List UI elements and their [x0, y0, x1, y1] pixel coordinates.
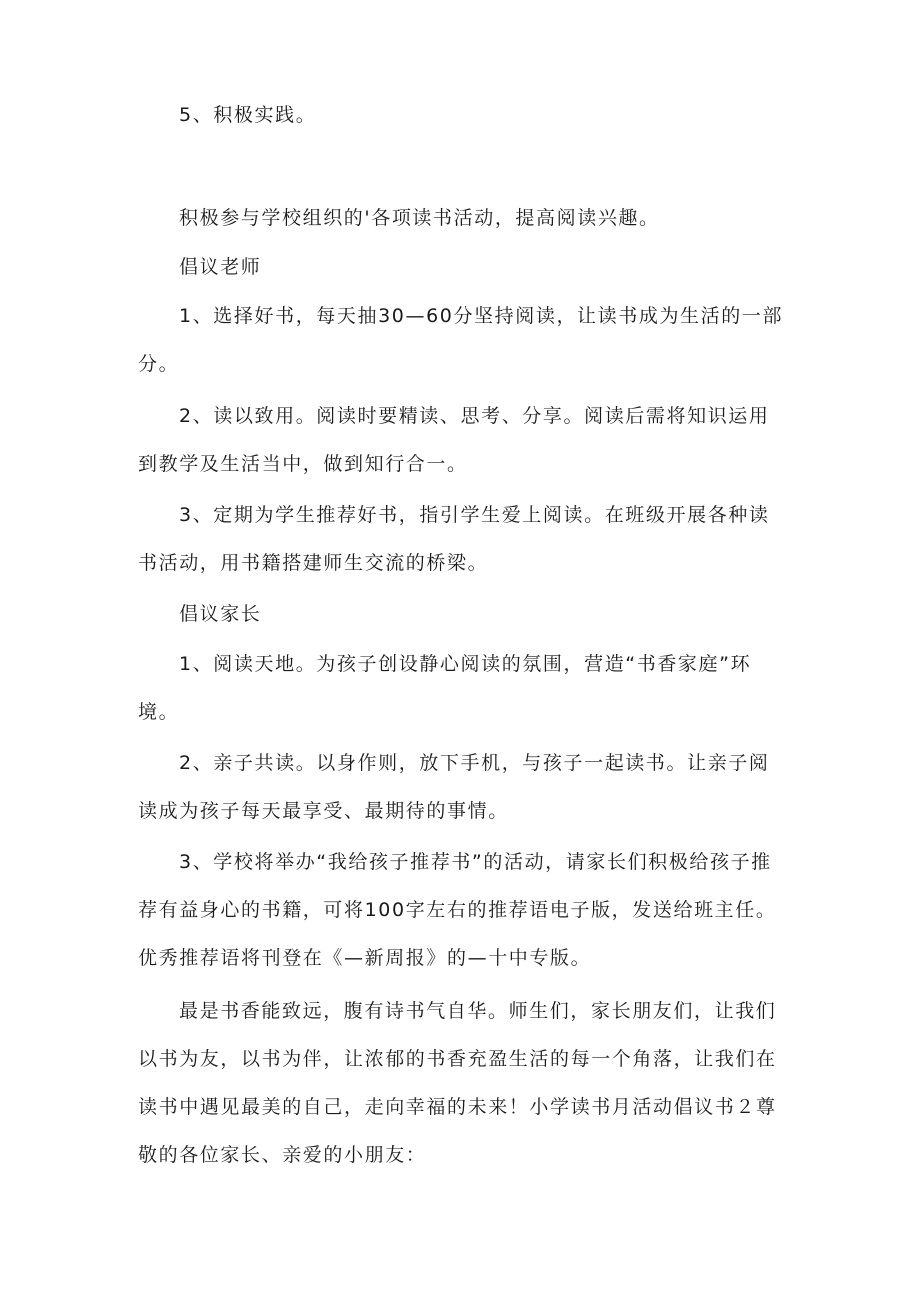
- heading-teacher-proposal: 倡议老师: [179, 256, 262, 278]
- paragraph-participate: 积极参与学校组织的'各项读书活动，提高阅读兴趣。: [179, 207, 660, 229]
- heading-parent-proposal: 倡议家长: [179, 603, 262, 625]
- paragraph-teacher-item-2: 2、读以致用。阅读时要精读、思考、分享。阅读后需将知识运用到教学及生活当中，做到知行合一。: [138, 405, 770, 475]
- paragraph-practice: 5、积极实践。: [179, 104, 317, 126]
- paragraph-teacher-item-3: 3、定期为学生推荐好书，指引学生爱上阅读。在班级开展各种读书活动，用书籍搭建师生交流的桥梁。: [138, 504, 770, 574]
- paragraph-parent-item-2: 2、亲子共读。以身作则，放下手机，与孩子一起读书。让亲子阅读成为孩子每天最享受、最期待的事情。: [138, 752, 770, 822]
- paragraph-parent-item-1: 1、阅读天地。为孩子创设静心阅读的氛围，营造“书香家庭”环境。: [138, 653, 752, 723]
- paragraph-parent-item-3: 3、学校将举办“我给孩子推荐书”的活动，请家长们积极给孩子推荐有益身心的书籍，可将100字左右的推荐语电子版，发送给班主任。优秀推荐语将刊登在《—新周报》的—十中专版。: [138, 851, 777, 969]
- paragraph-closing: 最是书香能致远，腹有诗书气自华。师生们，家长朋友们，让我们以书为友，以书为伴，让浓郁的书香充盈生活的每一个角落，让我们在读书中遇见最美的自己，走向幸福的未来！小学读书月活动倡议书２尊敬的各位家长、亲爱的小朋友：: [138, 1000, 777, 1166]
- paragraph-teacher-item-1: 1、选择好书，每天抽30—60分坚持阅读，让读书成为生活的一部分。: [138, 305, 784, 375]
